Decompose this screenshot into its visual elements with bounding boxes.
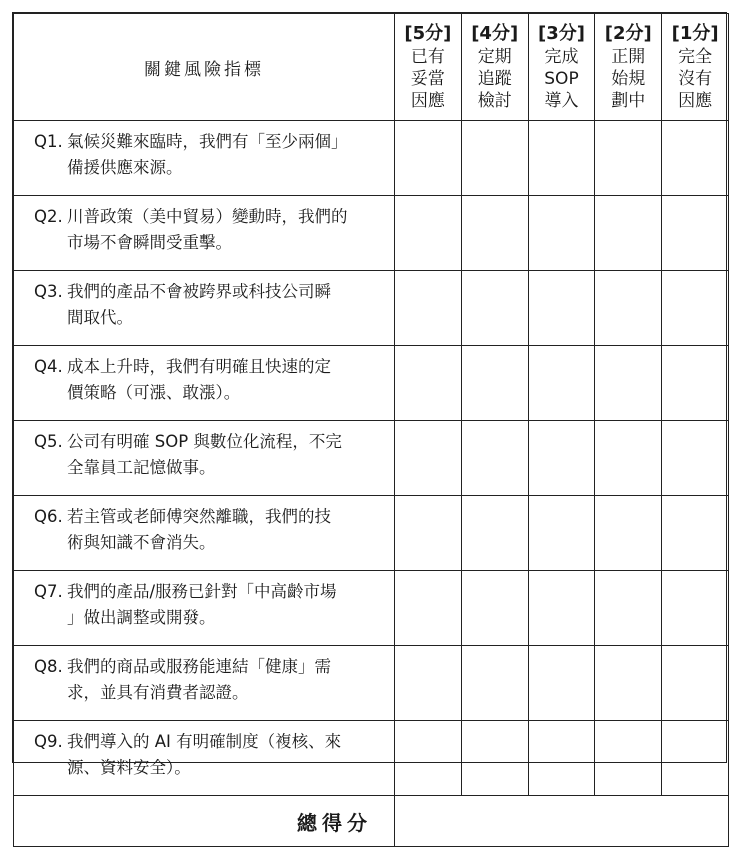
score-cell[interactable]: [528, 121, 595, 196]
question-cell: [14, 571, 395, 646]
score-cell[interactable]: [662, 721, 729, 796]
score-cell[interactable]: [595, 721, 662, 796]
score-cell[interactable]: [662, 196, 729, 271]
question-number: Q5.: [34, 432, 63, 451]
question-line: [34, 429, 384, 480]
question-number: Q8.: [34, 657, 63, 676]
question-text: 我們的產品不會被跨界或科技公司瞬 間取代。: [67, 282, 331, 327]
score-cell[interactable]: [528, 571, 595, 646]
score-cell[interactable]: [395, 346, 462, 421]
question-cell: [14, 346, 395, 421]
question-line: [34, 729, 384, 780]
question-number: Q7.: [34, 582, 63, 601]
score-cell[interactable]: [662, 496, 729, 571]
risk-assessment-table: [12, 12, 727, 835]
score-header-2: [595, 14, 662, 121]
question-cell: [14, 196, 395, 271]
score-label: 定期 追蹤 檢討: [477, 46, 512, 111]
question-line: [34, 279, 384, 330]
question-row: [14, 421, 729, 496]
score-cell[interactable]: [461, 571, 528, 646]
question-number: Q3.: [34, 282, 63, 301]
question-text: 若主管或老師傅突然離職，我們的技 術與知識不會消失。: [67, 507, 331, 552]
score-cell[interactable]: [662, 571, 729, 646]
score-cell[interactable]: [528, 496, 595, 571]
score-header-4: [461, 14, 528, 121]
score-cell[interactable]: [461, 196, 528, 271]
question-cell: [14, 721, 395, 796]
score-points: [4分]: [471, 23, 519, 45]
score-cell[interactable]: [595, 646, 662, 721]
score-cell[interactable]: [461, 421, 528, 496]
score-cell[interactable]: [461, 346, 528, 421]
score-cell[interactable]: [595, 196, 662, 271]
score-label: 已有 妥當 因應: [410, 46, 445, 111]
question-text: 川普政策（美中貿易）變動時，我們的 市場不會瞬間受重擊。: [67, 207, 348, 252]
score-cell[interactable]: [595, 421, 662, 496]
question-text: 我們導入的 AI 有明確制度（複核、來 源、資料安全）。: [67, 732, 342, 777]
score-points: [3分]: [538, 23, 585, 45]
question-row: [14, 271, 729, 346]
score-cell[interactable]: [528, 346, 595, 421]
score-label: 正開 始規 劃中: [611, 46, 646, 111]
question-row: [14, 196, 729, 271]
score-cell[interactable]: [461, 496, 528, 571]
question-text: 我們的商品或服務能連結「健康」需 求，並具有消費者認證。: [67, 657, 331, 702]
question-line: [34, 504, 384, 555]
score-cell[interactable]: [662, 121, 729, 196]
question-row: [14, 121, 729, 196]
total-label: 總得分: [14, 796, 395, 847]
question-cell: [14, 421, 395, 496]
question-number: Q4.: [34, 357, 63, 376]
score-label: 完全 沒有 因應: [678, 46, 713, 111]
score-cell[interactable]: [595, 121, 662, 196]
score-header-3: [528, 14, 595, 121]
score-points: [2分]: [604, 23, 652, 45]
indicator-header: 關鍵風險指標: [14, 14, 395, 121]
score-cell[interactable]: [662, 646, 729, 721]
score-header-5: [395, 14, 462, 121]
question-number: Q6.: [34, 507, 63, 526]
total-score-cell[interactable]: [395, 796, 729, 847]
question-row: [14, 571, 729, 646]
question-row: [14, 646, 729, 721]
score-cell[interactable]: [528, 721, 595, 796]
question-number: Q2.: [34, 207, 63, 226]
score-header-1: [662, 14, 729, 121]
score-cell[interactable]: [528, 196, 595, 271]
question-line: [34, 129, 384, 180]
score-cell[interactable]: [461, 271, 528, 346]
score-cell[interactable]: [595, 496, 662, 571]
score-points: [5分]: [404, 23, 452, 45]
assessment-grid: [13, 13, 729, 847]
question-text: 公司有明確 SOP 與數位化流程，不完 全靠員工記憶做事。: [67, 432, 342, 477]
score-cell[interactable]: [528, 271, 595, 346]
total-row: [14, 796, 729, 847]
question-line: [34, 354, 384, 405]
question-text: 成本上升時，我們有明確且快速的定 價策略（可漲、敢漲）。: [67, 357, 331, 402]
question-cell: [14, 496, 395, 571]
score-cell[interactable]: [662, 421, 729, 496]
score-points: [1分]: [671, 23, 719, 45]
score-cell[interactable]: [395, 121, 462, 196]
question-row: [14, 496, 729, 571]
score-cell[interactable]: [395, 496, 462, 571]
question-body: [14, 121, 729, 796]
score-cell[interactable]: [662, 346, 729, 421]
score-cell[interactable]: [595, 571, 662, 646]
question-row: [14, 346, 729, 421]
score-cell[interactable]: [395, 421, 462, 496]
question-number: Q9.: [34, 732, 63, 751]
question-line: [34, 579, 384, 630]
score-cell[interactable]: [395, 571, 462, 646]
score-cell[interactable]: [395, 271, 462, 346]
score-cell[interactable]: [395, 721, 462, 796]
question-cell: [14, 646, 395, 721]
score-cell[interactable]: [528, 646, 595, 721]
score-cell[interactable]: [662, 271, 729, 346]
score-cell[interactable]: [395, 196, 462, 271]
question-line: [34, 204, 384, 255]
question-row: [14, 721, 729, 796]
question-line: [34, 654, 384, 705]
score-cell[interactable]: [461, 646, 528, 721]
score-cell[interactable]: [461, 121, 528, 196]
score-cell[interactable]: [595, 346, 662, 421]
question-cell: [14, 121, 395, 196]
score-label: 完成 SOP 導入: [544, 46, 579, 111]
question-text: 我們的產品/服務已針對「中高齡市場 」做出調整或開發。: [67, 582, 337, 627]
question-number: Q1.: [34, 132, 63, 151]
score-cell[interactable]: [461, 721, 528, 796]
question-text: 氣候災難來臨時，我們有「至少兩個」 備援供應來源。: [67, 132, 348, 177]
question-cell: [14, 271, 395, 346]
score-cell[interactable]: [595, 271, 662, 346]
header-row: [14, 14, 729, 121]
score-cell[interactable]: [395, 646, 462, 721]
score-cell[interactable]: [528, 421, 595, 496]
